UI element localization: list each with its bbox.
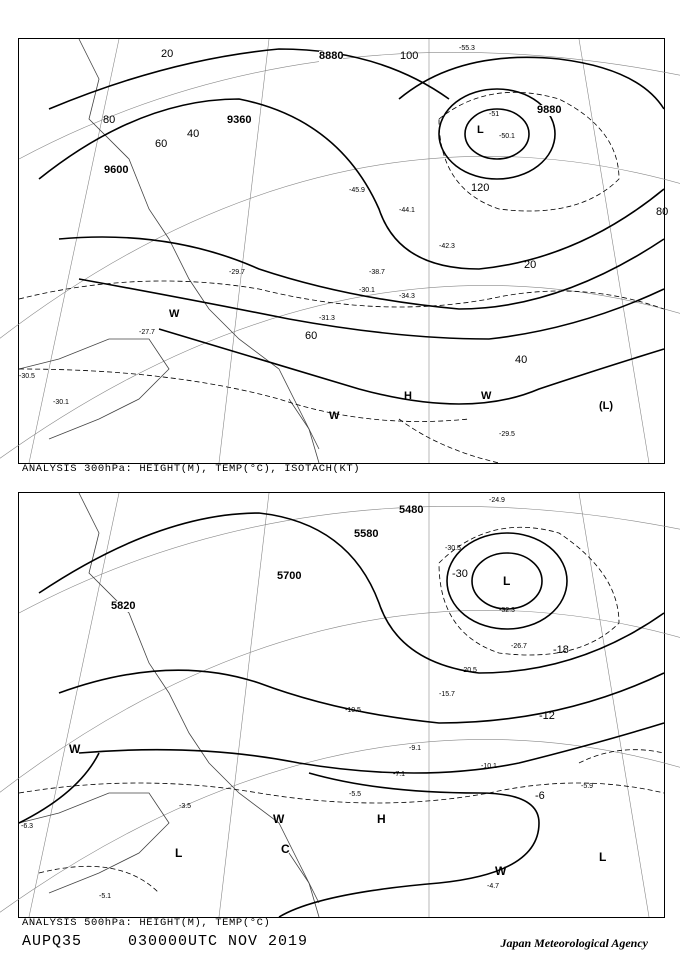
pressure-system-marker: H — [404, 390, 412, 402]
pressure-system-marker: W — [69, 742, 81, 756]
temperature-label: -20.5 — [461, 667, 477, 674]
isotach-label: 120 — [471, 182, 490, 194]
chart-500hpa — [18, 492, 665, 918]
temperature-label: -30.1 — [53, 399, 69, 406]
temperature-label: -10.1 — [481, 763, 497, 770]
pressure-system-marker: C — [281, 842, 290, 856]
temperature-label: -29.5 — [499, 431, 515, 438]
chart-300hpa — [18, 38, 669, 464]
pressure-system-marker: (L) — [599, 400, 614, 412]
temperature-label: -7.1 — [393, 771, 406, 778]
isotach-label: 80 — [656, 206, 669, 218]
valid-time: 030000UTC NOV 2019 — [128, 933, 309, 950]
temperature-label: -38.7 — [369, 269, 385, 276]
temperature-label: -29.7 — [229, 269, 245, 276]
pressure-system-marker: W — [329, 410, 340, 422]
height-contours — [39, 49, 664, 404]
temperature-label: -30.5 — [445, 545, 461, 552]
isotach-label: 80 — [103, 114, 116, 126]
temperature-label: -32.3 — [499, 607, 515, 614]
pressure-system-marker: W — [481, 390, 492, 402]
agency-name: Japan Meteorological Agency — [500, 936, 648, 950]
temperature-label: -4.7 — [487, 883, 500, 890]
temperature-label: -9.1 — [409, 745, 422, 752]
height-label: 9360 — [227, 114, 252, 126]
temperature-label: -10.5 — [345, 707, 361, 714]
temperature-label: -3.5 — [179, 803, 192, 810]
height-label: 8880 — [319, 50, 344, 62]
isotherm-label: -12 — [539, 710, 555, 722]
temperature-label: -5.5 — [349, 791, 362, 798]
pressure-system-marker: L — [503, 574, 511, 588]
height-label: 5480 — [399, 504, 424, 516]
height-label: 9600 — [104, 164, 129, 176]
height-label: 5700 — [277, 570, 302, 582]
pressure-system-marker: W — [495, 864, 507, 878]
isotherm-label: -30 — [452, 568, 468, 580]
pressure-system-marker: L — [175, 846, 183, 860]
pressure-system-marker: W — [169, 308, 180, 320]
graticule — [0, 39, 680, 463]
temperature-label: -45.9 — [349, 187, 365, 194]
isotach-label: 40 — [187, 128, 200, 140]
temperature-label: -24.9 — [489, 497, 505, 504]
height-label: 5820 — [111, 600, 136, 612]
temperature-label: -55.3 — [459, 45, 475, 52]
temperature-label: -31.3 — [319, 315, 335, 322]
chart-500hpa-caption: ANALYSIS 500hPa: HEIGHT(M), TEMP(°C) — [22, 917, 271, 929]
isotherms — [19, 92, 664, 463]
temperature-label: -5.1 — [99, 893, 112, 900]
height-label: 9880 — [537, 104, 562, 116]
temperature-label: -30.1 — [359, 287, 375, 294]
chart-identifier: AUPQ35 — [22, 933, 83, 950]
temperature-label: -30.5 — [19, 373, 35, 380]
coastline — [19, 493, 319, 917]
isotach-label: 60 — [305, 330, 318, 342]
isotherm-label: -18 — [553, 644, 569, 656]
isotach-label: 20 — [161, 48, 174, 60]
pressure-system-marker: W — [273, 812, 285, 826]
isotach-label: 20 — [524, 259, 537, 271]
temperature-label: -42.3 — [439, 243, 455, 250]
isotach-label: 100 — [400, 50, 419, 62]
temperature-label: -26.7 — [511, 643, 527, 650]
temperature-label: -5.9 — [581, 783, 594, 790]
map-300hpa — [19, 39, 664, 463]
temperature-label: -6.3 — [21, 823, 34, 830]
temperature-label: -15.7 — [439, 691, 455, 698]
temperature-label: -44.1 — [399, 207, 415, 214]
isotherm-label: -6 — [535, 790, 545, 802]
temperature-label: -27.7 — [139, 329, 155, 336]
isotach-label: 60 — [155, 138, 168, 150]
pressure-system-marker: L — [477, 124, 484, 136]
height-label: 5580 — [354, 528, 379, 540]
map-500hpa — [19, 493, 664, 917]
temperature-label: -51 — [489, 111, 500, 118]
pressure-system-marker: L — [599, 850, 607, 864]
temperature-label: -50.1 — [499, 133, 515, 140]
temperature-label: -34.3 — [399, 293, 415, 300]
isotach-label: 40 — [515, 354, 528, 366]
chart-300hpa-caption: ANALYSIS 300hPa: HEIGHT(M), TEMP(°C), ISOTACH(KT) — [22, 463, 361, 475]
pressure-system-marker: H — [377, 812, 386, 826]
